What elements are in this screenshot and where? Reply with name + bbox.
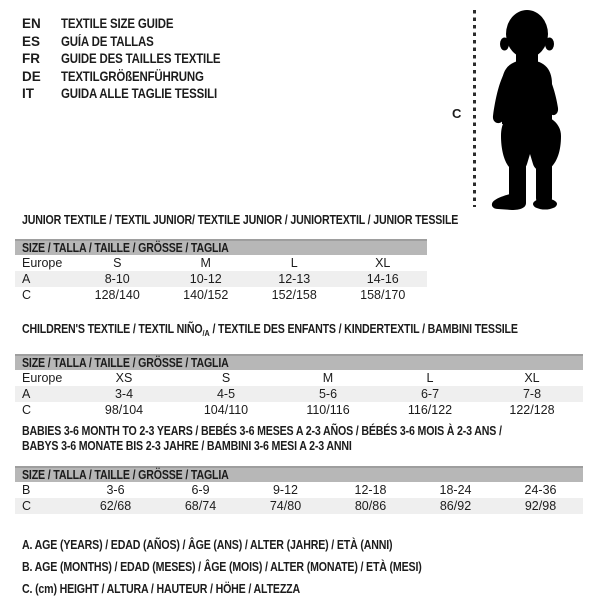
table-cell: 62/68 xyxy=(99,499,132,513)
toddler-silhouette-figure xyxy=(487,4,587,214)
footnote-text: A. AGE (YEARS) / EDAD (AÑOS) / ÂGE (ANS) / ALTER (JAHRE) / ETÀ (ANNI) xyxy=(22,538,393,552)
table-cell: 122/128 xyxy=(509,403,555,417)
table-cell: 4-5 xyxy=(216,387,236,401)
table-cell: 8-10 xyxy=(104,272,130,286)
language-row xyxy=(22,33,249,51)
table-rows xyxy=(15,370,583,418)
row-label: A xyxy=(22,272,31,286)
language-label: GUÍA DE TALLAS xyxy=(61,33,154,49)
footnote-line xyxy=(22,578,492,600)
table-cell: XL xyxy=(375,256,391,270)
table-title xyxy=(22,322,583,341)
size-header-bar xyxy=(15,239,427,255)
table-cell: 9-12 xyxy=(272,483,299,497)
row-label: Europe xyxy=(22,256,63,270)
table-cell: 110/116 xyxy=(306,403,350,417)
table-cell: XS xyxy=(115,371,133,385)
table-cell: 74/80 xyxy=(269,499,302,513)
table-cell: 24-36 xyxy=(524,483,557,497)
language-code: DE xyxy=(22,68,41,84)
table-cell: 128/140 xyxy=(94,288,140,302)
table-title-line xyxy=(22,322,518,341)
leg-right xyxy=(536,156,552,206)
table-row xyxy=(15,255,427,271)
table-cell: 3-6 xyxy=(106,483,125,497)
row-label: C xyxy=(22,403,32,417)
footnotes xyxy=(22,534,492,600)
table-cell: L xyxy=(426,371,434,385)
title-text: BABYS 3-6 MONATE BIS 2-3 JAHRE / BAMBINI 3-6 MESI A 2-3 ANNI xyxy=(22,439,352,453)
foot-right xyxy=(533,199,557,210)
ear-right xyxy=(545,38,554,51)
language-code: ES xyxy=(22,33,41,49)
table-cell: 68/74 xyxy=(184,499,217,513)
row-label: Europe xyxy=(22,371,63,385)
language-label: TEXTILE SIZE GUIDE xyxy=(61,16,174,32)
language-row xyxy=(22,15,249,33)
footnote-line xyxy=(22,556,492,578)
table-cell: 116/122 xyxy=(407,403,453,417)
table-row xyxy=(15,402,583,418)
size-header-label: SIZE / TALLA / TAILLE / GRÖSSE / TAGLIA xyxy=(22,356,229,370)
language-label: TEXTILGRÖßENFÜHRUNG xyxy=(61,68,204,84)
title-text: JUNIOR TEXTILE / TEXTIL JUNIOR/ TEXTILE JUNIOR / JUNIORTEXTIL / JUNIOR TESSILE xyxy=(22,213,459,227)
table-cell: 12-18 xyxy=(354,483,387,497)
row-label: A xyxy=(22,387,31,401)
table-rows xyxy=(15,482,583,514)
language-row xyxy=(22,50,249,68)
table-cell: S xyxy=(113,256,122,270)
table-row xyxy=(15,271,427,287)
table-cell: 10-12 xyxy=(189,272,222,286)
size-header-bar xyxy=(15,354,583,370)
language-code: IT xyxy=(22,86,34,102)
table-title-line xyxy=(22,439,499,454)
height-measure-label: C xyxy=(452,106,462,121)
table-cell: 18-24 xyxy=(439,483,472,497)
table-cell: 104/110 xyxy=(203,403,249,417)
language-label: GUIDE DES TAILLES TEXTILE xyxy=(61,51,221,67)
footnote-line xyxy=(22,534,492,556)
table-cell: 98/104 xyxy=(104,403,144,417)
table-cell: M xyxy=(200,256,211,270)
ear-left xyxy=(500,38,509,51)
footnote-text: B. AGE (MONTHS) / EDAD (MESES) / ÂGE (MOIS) / ALTER (MONATE) / ETÀ (MESI) xyxy=(22,560,422,574)
table-row xyxy=(15,498,583,514)
table-cell: 14-16 xyxy=(366,272,399,286)
table-cell: L xyxy=(290,256,298,270)
size-header-label: SIZE / TALLA / TAILLE / GRÖSSE / TAGLIA xyxy=(22,468,229,482)
table-cell: 7-8 xyxy=(522,387,542,401)
table-cell: 12-13 xyxy=(278,272,311,286)
table-cell: 3-4 xyxy=(114,387,134,401)
table-cell: 140/152 xyxy=(183,288,229,302)
table-row xyxy=(15,370,583,386)
table-cell: 92/98 xyxy=(524,499,557,513)
table-cell: 5-6 xyxy=(318,387,338,401)
children-textile-section xyxy=(15,322,583,418)
table-cell: S xyxy=(221,371,231,385)
title-text: CHILDREN'S TEXTILE / TEXTIL NIÑO xyxy=(22,322,203,336)
table-row xyxy=(15,482,583,498)
title-subscript: /A xyxy=(202,328,210,338)
size-header-label: SIZE / TALLA / TAILLE / GRÖSSE / TAGLIA xyxy=(22,241,229,255)
height-measure-dashed-line xyxy=(473,10,476,207)
language-label: GUIDA ALLE TAGLIE TESSILI xyxy=(61,86,217,102)
table-cell: 158/170 xyxy=(360,288,406,302)
table-row xyxy=(15,287,427,303)
row-label: B xyxy=(22,483,31,497)
table-cell: 152/158 xyxy=(271,288,317,302)
language-code: FR xyxy=(22,51,40,67)
table-title xyxy=(22,213,459,228)
table-cell: XL xyxy=(524,371,540,385)
foot-left xyxy=(492,192,526,210)
table-title-line xyxy=(22,424,502,439)
table-cell: 86/92 xyxy=(439,499,472,513)
title-text: / TEXTILE DES ENFANTS / KINDERTEXTIL / BAMBINI TESSILE xyxy=(209,322,518,336)
table-title-line xyxy=(22,213,459,228)
title-text: BABIES 3-6 MONTH TO 2-3 YEARS / BEBÉS 3-6 MESES A 2-3 AÑOS / BÉBÉS 3-6 MOIS À 2-3 ANS / xyxy=(22,424,502,438)
toddler-silhouette xyxy=(492,10,561,210)
language-code: EN xyxy=(22,16,41,32)
table-row xyxy=(15,386,583,402)
row-label: C xyxy=(22,288,32,302)
table-cell: 6-7 xyxy=(420,387,440,401)
table-title xyxy=(22,424,583,454)
table-cell: 6-9 xyxy=(191,483,210,497)
language-row xyxy=(22,85,249,103)
junior-textile-section xyxy=(15,213,459,303)
table-cell: M xyxy=(322,371,334,385)
table-cell: 80/86 xyxy=(354,499,387,513)
size-header-bar xyxy=(15,466,583,482)
row-label: C xyxy=(22,499,32,513)
language-row xyxy=(22,68,249,86)
footnote-text: C. (cm) HEIGHT / ALTURA / HAUTEUR / HÖHE / ALTEZZA xyxy=(22,582,300,596)
babies-textile-section xyxy=(15,424,583,514)
table-rows xyxy=(15,255,427,303)
language-list xyxy=(22,15,249,103)
